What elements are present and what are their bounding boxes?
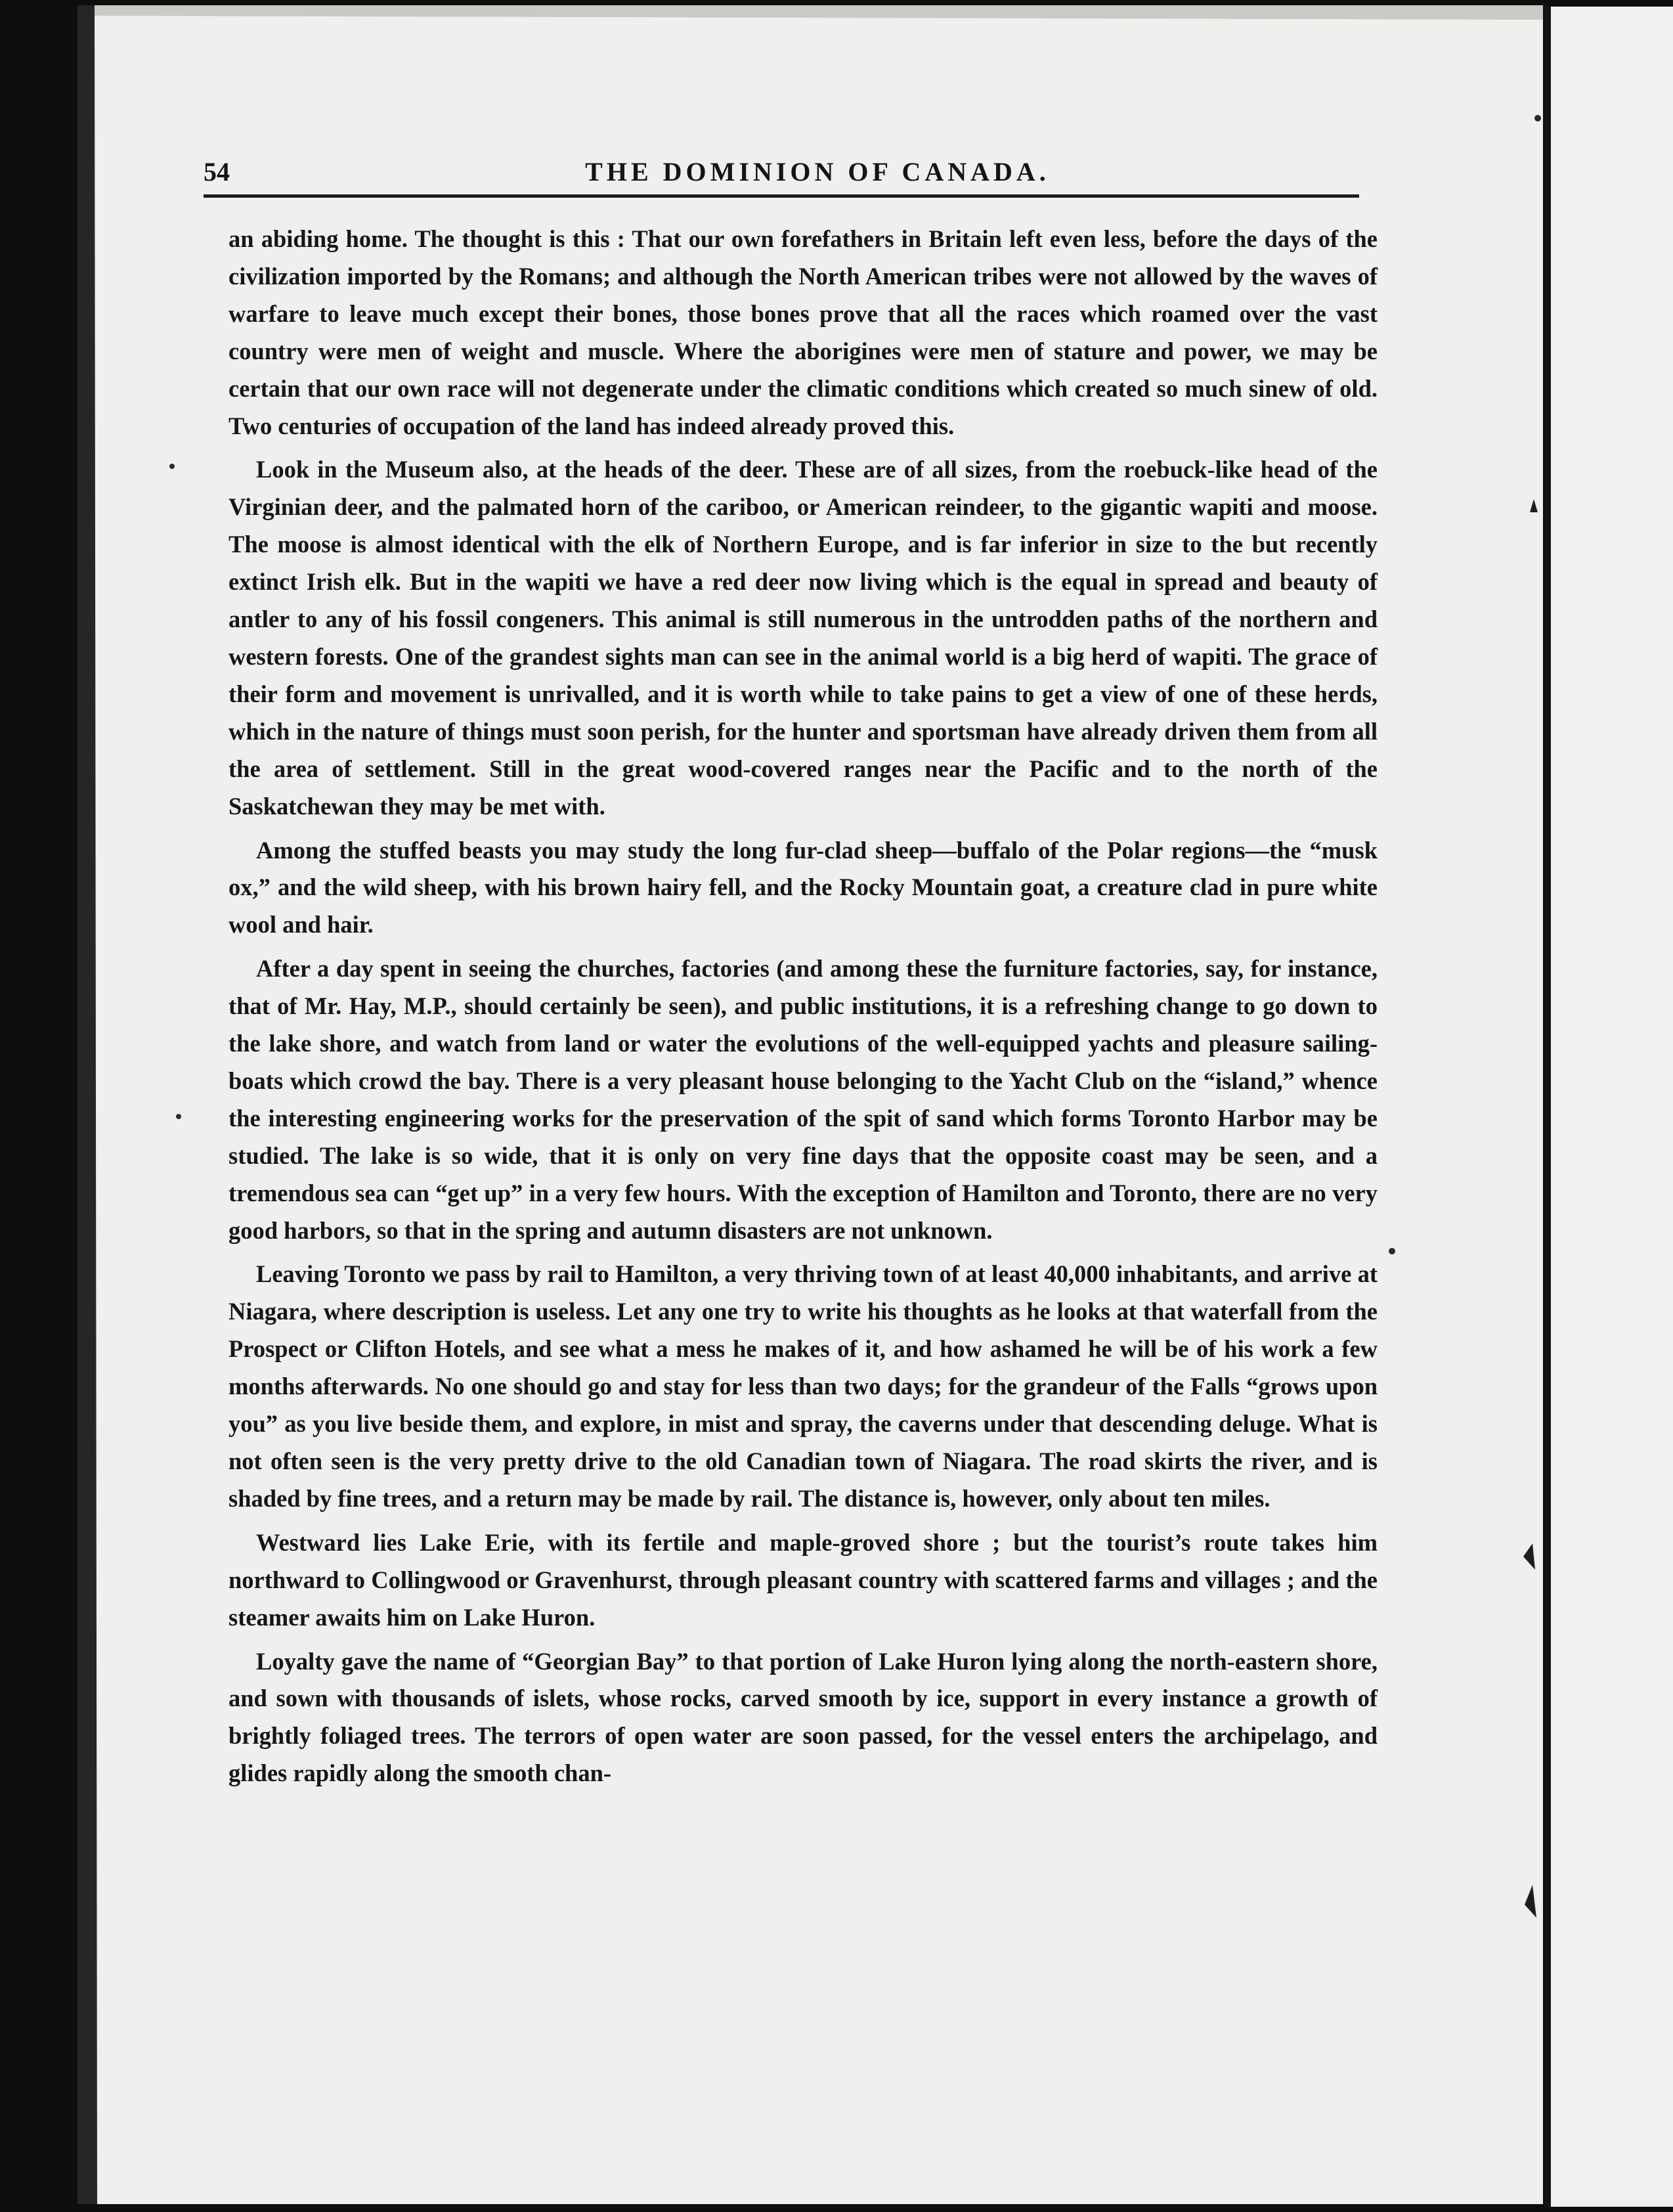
paragraph: Leaving Toronto we pass by rail to Hamilton, a very thriving town of at least 40,000 inhabitants, and arrive at Niagara, where description is useless. Let any one try to write his thoughts as he looks at that waterfall from the Prospect or Clifton Hotels, and see what a mess he makes of it, and how ashamed he will be of his work a few months afterwards. No one should go and stay for less than two days; for the grandeur of the Falls “grows upon you” as you live beside them, and explore, in mist and spray, the caverns under that descending deluge. What is not often seen is the very pretty drive to the old Canadian town of Niagara. The road skirts the river, and is shaded by fine trees, and a return may be made by rail. The distance is, however, only about ten miles. [228, 1260, 1378, 1512]
speck [169, 464, 175, 469]
right-binding-marks [1523, 499, 1538, 1918]
header-rule [204, 194, 1359, 198]
paragraph: Look in the Museum also, at the heads of the deer. These are of all sizes, from the roebuck-like head of the Virginian deer, and the palmated horn of the cariboo, or American reindeer, to the gigantic wapiti and moose. The moose is almost identical with the elk of Northern Europe, and is far inferior in size to the but recently extinct Irish elk. But in the wapiti we have a red deer now living which is the equal in spread and beauty of antler to any of his fossil congeners. This animal is still numerous in the untrodden paths of the northern and western forests. One of the grandest sights man can see in the animal world is a big herd of wapiti. The grace of their form and movement is unrivalled, and it is worth while to take pains to get a view of one of these herds, which in the nature of things must soon perish, for the hunter and sportsman have already driven them from all the area of settlement. Still in the great wood-covered ranges near the Pacific and to the north of the Saskatchewan they may be met with. [228, 456, 1378, 820]
running-head: THE DOMINION OF CANADA. [585, 157, 1050, 187]
speck [1534, 115, 1541, 122]
page-top-edge [95, 5, 1543, 20]
speck [176, 1114, 181, 1119]
paragraph: After a day spent in seeing the churches, factories (and among these the furniture factories, say, for instance, that of Mr. Hay, M.P., should certainly be seen), and public institutions, it is a refreshing change to go down to the lake shore, and watch from land or water the evolutions of the well-equipped yachts and pleasure sailing-boats which crowd the bay. There is a very pleasant house belonging to the Yacht Club on the “island,” whence the interesting engineering works for the preservation of the spit of sand which forms Toronto Harbor may be studied. The lake is so wide, that it is only on very fine days that the opposite coast may be seen, and a tremendous sea can “get up” in a very few hours. With the exception of Hamilton and Toronto, there are no very good harbors, so that in the spring and autumn disasters are not unknown. [228, 955, 1378, 1244]
gutter-shadow [77, 5, 97, 2204]
paragraph: an abiding home. The thought is this : That our own forefathers in Britain left even less, before the days of the civilization imported by the Romans; and although the North American tribes were not allowed by the waves of warfare to leave much except their bones, those bones prove that all the races which roamed over the vast country were men of weight and muscle. Where the aborigines were men of stature and power, we may be certain that our own race will not degenerate under the climatic conditions which created so much sinew of old. Two centuries of occupation of the land has indeed already proved this. [228, 225, 1378, 439]
paragraph: Among the stuffed beasts you may study the long fur-clad sheep—buffalo of the Polar regions—the “musk ox,” and the wild sheep, with his brown hairy fell, and the Rocky Mountain goat, a creature clad in pure white wool and hair. [228, 836, 1378, 939]
speck [1389, 1248, 1395, 1254]
paragraph: Westward lies Lake Erie, with its fertile and maple-groved shore ; but the tourist’s route takes him northward to Collingwood or Gravenhurst, through pleasant country with scattered farms and villages ; and the steamer awaits him on Lake Huron. [228, 1528, 1378, 1631]
page-number: 54 [204, 157, 230, 187]
body-text [228, 221, 1378, 1799]
page-header [204, 151, 1359, 197]
paragraph: Loyalty gave the name of “Georgian Bay” to that portion of Lake Huron lying along the north-eastern shore, and sown with thousands of islets, whose rocks, carved smooth by ice, support in every instance a growth of brightly foliaged trees. The terrors of open water are soon passed, for the vessel enters the archipelago, and glides rapidly along the smooth chan- [228, 1647, 1378, 1787]
